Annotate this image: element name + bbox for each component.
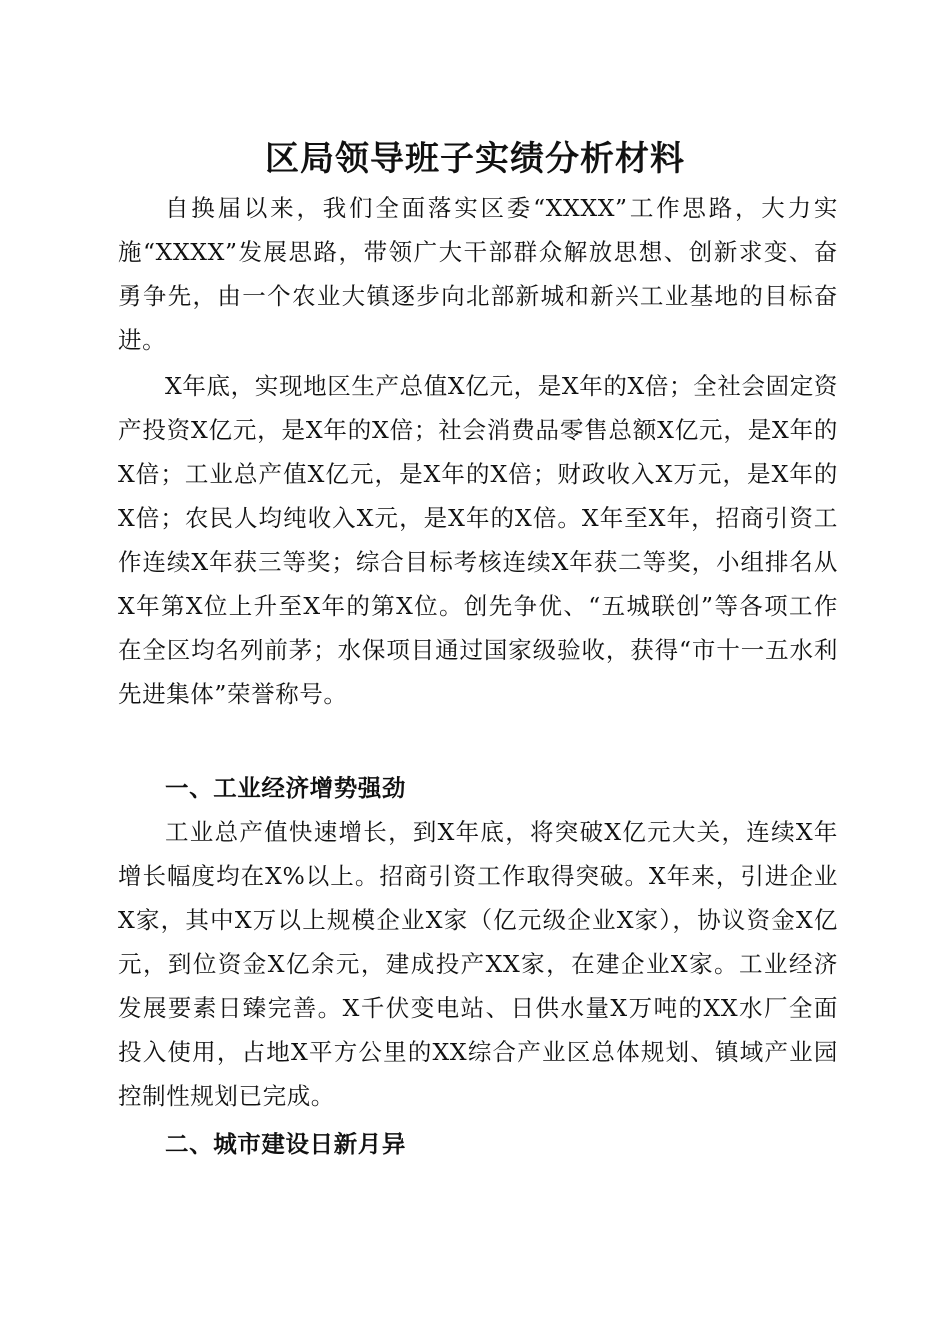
intro-paragraph: 自换届以来，我们全面落实区委“XXXX”工作思路，大力实施“XXXX”发展思路，带领广大干部群众解放思想、创新求变、奋勇争先，由一个农业大镇逐步向北部新城和新兴工业基地的目标奋进。 xyxy=(118,194,838,354)
document-title: 区局领导班子实绩分析材料 xyxy=(265,139,685,179)
achievements-paragraph: X年底，实现地区生产总值X亿元，是X年的X倍；全社会固定资产投资X亿元，是X年的X倍；社会消费品零售总额X亿元，是X年的X倍；工业总产值X亿元，是X年的X倍；财政收入X万元，是X年的X倍；农民人均纯收入X元，是X年的X倍。X年至X年，招商引资工作连续X年获三等奖；综合目标考核连续X年获二等奖，小组排名从X年第X位上升至X年的第X位。创先争优、“五城联创”等各项工作在全区均名列前茅；水保项目通过国家级验收，获得“市十一五水利先进集体”荣誉称号。 xyxy=(118,372,838,708)
industry-paragraph: 工业总产值快速增长，到X年底，将突破X亿元大关，连续X年增长幅度均在X%以上。招商引资工作取得突破。X年来，引进企业X家，其中X万以上规模企业X家（亿元级企业X家），协议资金X亿元，到位资金X亿余元，建成投产XX家，在建企业X家。工业经济发展要素日臻完善。X千伏变电站、日供水量X万吨的XX水厂全面投入使用，占地X平方公里的XX综合产业区总体规划、镇域产业园控制性规划已完成。 xyxy=(118,818,838,1110)
section-heading-urban: 二、城市建设日新月异 xyxy=(165,1130,406,1158)
section-heading-industry: 一、工业经济增势强劲 xyxy=(165,774,406,802)
